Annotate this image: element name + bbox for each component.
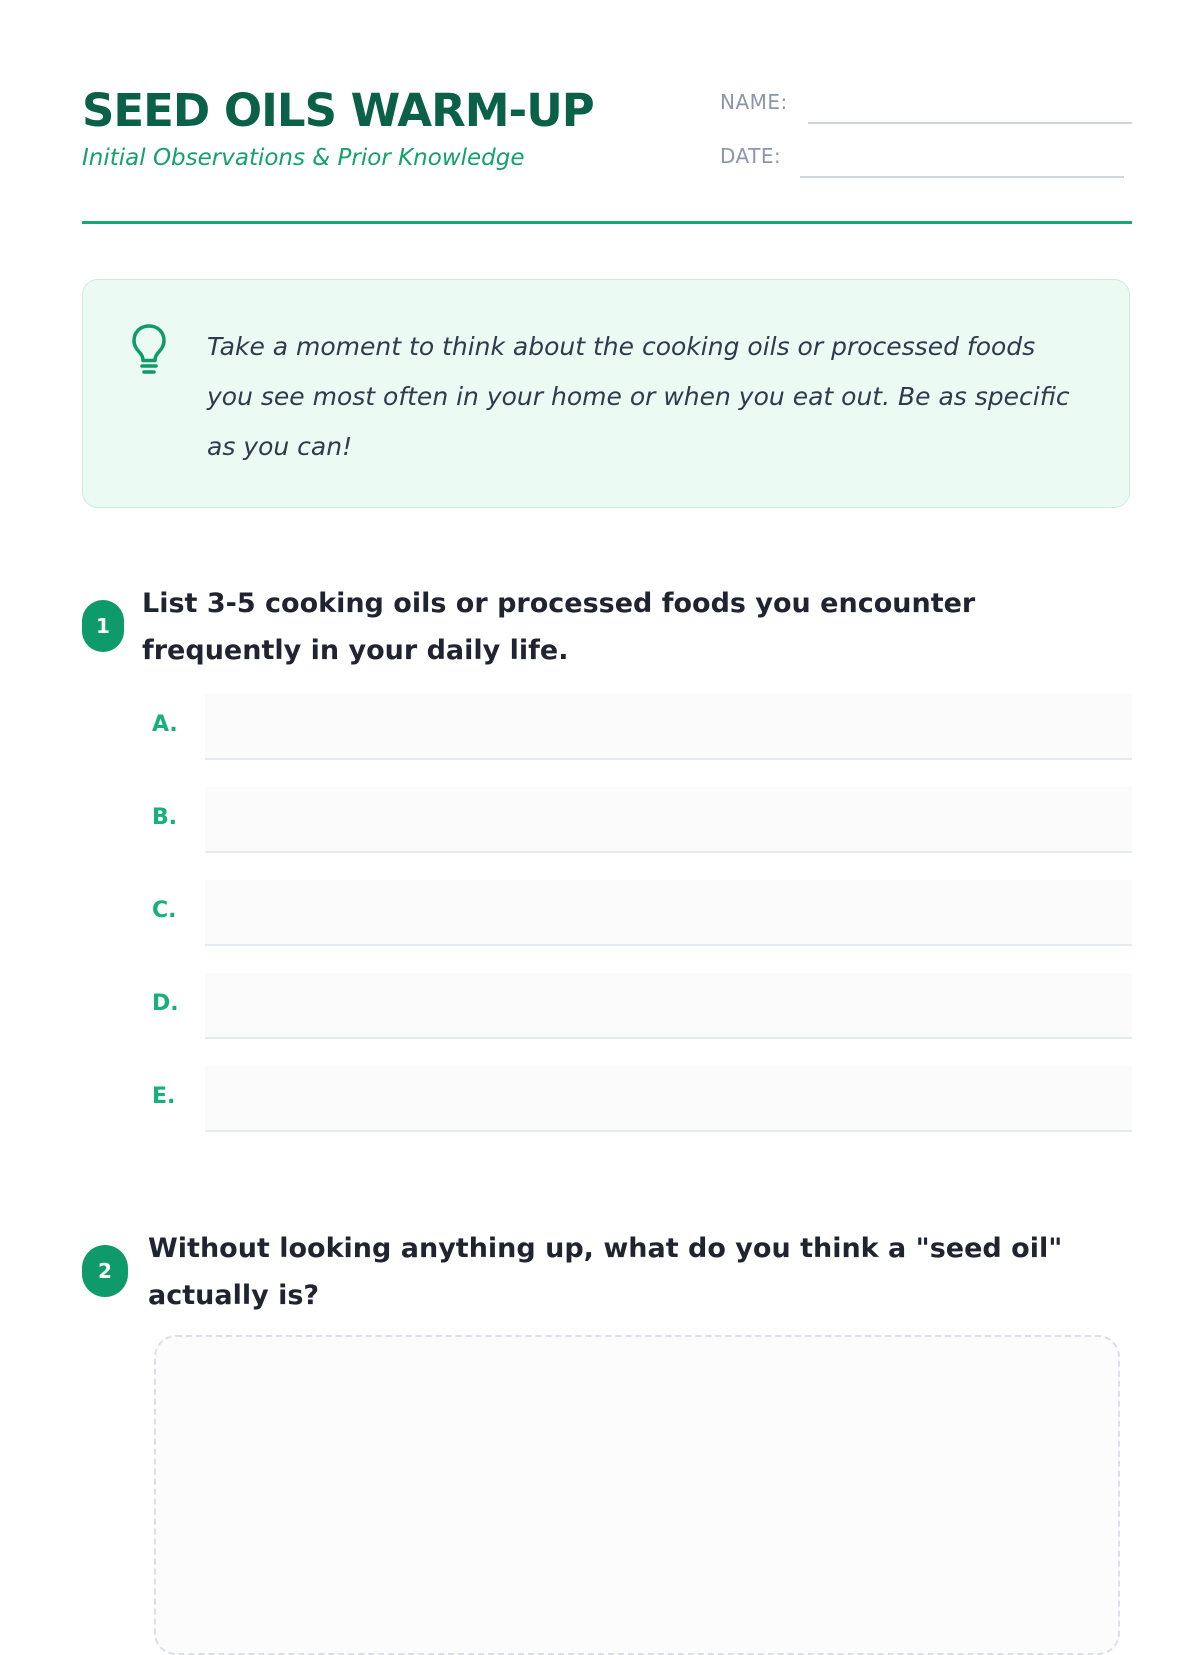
question-number-badge: 1 — [82, 600, 124, 652]
answer-input-b[interactable] — [205, 787, 1132, 853]
instruction-callout — [82, 279, 1130, 508]
name-label: NAME: — [720, 90, 788, 114]
name-field[interactable] — [720, 84, 1132, 124]
answer-row-a — [152, 694, 1132, 760]
date-label: DATE: — [720, 144, 782, 168]
answer-input-a[interactable] — [205, 694, 1132, 760]
answer-letter: C. — [152, 898, 177, 923]
answer-letter: D. — [152, 991, 179, 1016]
answer-letter: E. — [152, 1084, 176, 1109]
date-input-line[interactable] — [800, 176, 1124, 178]
open-response-box[interactable] — [154, 1335, 1120, 1655]
answer-row-e — [152, 1066, 1132, 1132]
answer-input-c[interactable] — [205, 880, 1132, 946]
date-field[interactable] — [720, 138, 1132, 178]
answer-letter: B. — [152, 805, 178, 830]
question-number-badge: 2 — [82, 1245, 128, 1297]
answer-input-d[interactable] — [205, 973, 1132, 1039]
answer-row-d — [152, 973, 1132, 1039]
lightbulb-icon — [131, 323, 167, 375]
worksheet-subtitle: Initial Observations & Prior Knowledge — [82, 145, 525, 171]
answer-input-e[interactable] — [205, 1066, 1132, 1132]
worksheet-title: SEED OILS WARM-UP — [82, 84, 594, 137]
worksheet-header — [82, 84, 1132, 224]
question-text: Without looking anything up, what do you think a "seed oil" actually is? — [148, 1233, 1063, 1311]
worksheet-page — [82, 0, 1132, 1600]
question-text: List 3-5 cooking oils or processed foods you encounter frequently in your daily life. — [142, 588, 976, 666]
answer-letter: A. — [152, 712, 178, 737]
instruction-text: Take a moment to think about the cooking oils or processed foods you see most often in your home or when you eat out. Be as specific as you can! — [207, 332, 1070, 461]
answer-row-c — [152, 880, 1132, 946]
header-divider — [82, 221, 1132, 224]
name-input-line[interactable] — [808, 122, 1132, 124]
answer-row-b — [152, 787, 1132, 853]
